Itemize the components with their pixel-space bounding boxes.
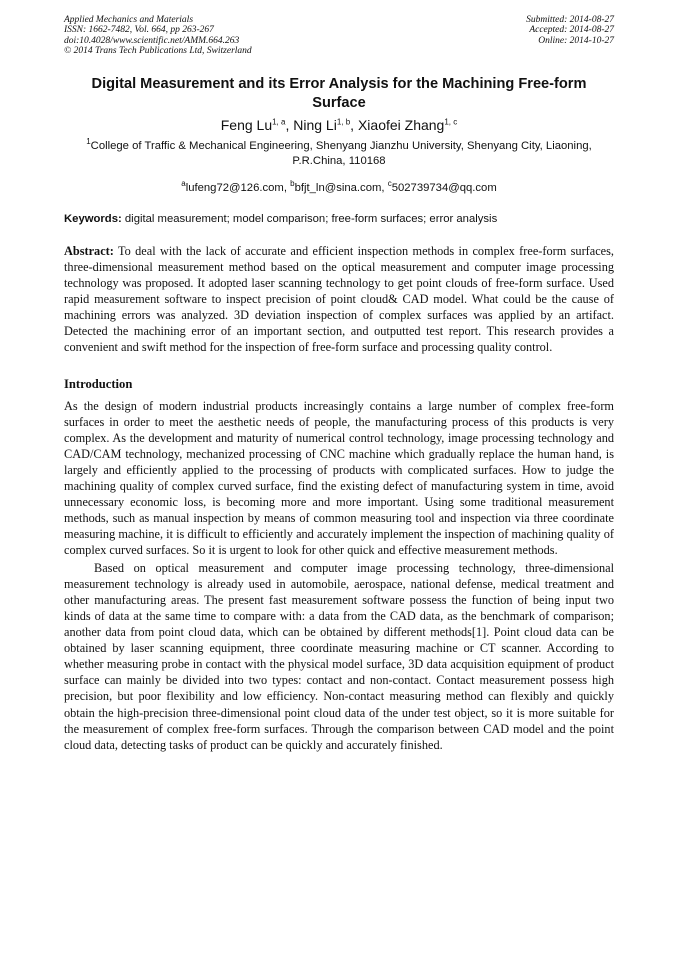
author: Xiaofei Zhang$^{1, c}$ [357, 116, 458, 133]
submitted-date: Submitted: 2014-08-27 [526, 15, 614, 25]
section-heading-introduction: Introduction [64, 376, 133, 391]
author-emails: $^a$lufeng72@126.com, $^b$bfjt_ln@sina.com, $^c$502739734@qq.com [181, 178, 497, 194]
email[interactable]: $^b$bfjt_ln@sina.com [290, 178, 382, 194]
intro-paragraph-1: As the design of modern industrial products increasingly contains a large number of complex free-form surfaces in order to meet the aesthetic needs of people, the manufacturing process of this products is very complex. As the development and maturity of numerical control technology, image processing technology and CAD/CAM technology, mechanized processing of CNC machine which gradually replace the human hand, is largely and efficiently applied to the processing of products with complicated surfaces. How to judge the machining quality of complex curved surface, find the existing defect of manufacturing system in time, avoid unnecessary economic loss, is becoming more and more important. Using some traditional measurement methods, such as manual inspection by means of common measuring tool and inspection via three coordinate measuring machine, it is difficult to efficiently and accurately implement the inspection of machining quality of complex curved surfaces. So it is urgent to look for other quick and effective measurement methods. [64, 398, 614, 558]
keywords-text: digital measurement; model comparison; free-form surfaces; error analysis [121, 212, 498, 225]
author: Feng Lu$^{1, a}$, [220, 116, 294, 133]
email[interactable]: $^a$lufeng72@126.com [181, 178, 284, 194]
abstract [64, 243, 614, 355]
intro-paragraph-2: Based on optical measurement and computer image processing technology, three-dimensional measurement technology is already used in automobile, aerospace, national defense, medical treatment and other manufacturing areas. The present fast measurement software possess the function of being input two kinds of data at the same time to compare with: a data from the CAD data, as the benchmark of comparison; another data from point cloud data, which can be obtained by different methods[1]. Point cloud data can be obtained by laser scanning equipment, three coordinate measuring machine or CT scanner. According to whether measuring probe in contact with the physical model surface, 3D data acquisition equipment of product surface can mainly be divided into two types: contact and non-contact. Contact measurement possess high precision, but poor flexibility and low efficiency. Non-contact measuring method can flexibly and quickly obtain the high-precision three-dimensional point cloud data of the under test object, so it is more suitable for the measurement of complex free-form surfaces. Through the comparison between CAD model and the point cloud data, detecting tasks of product can be quickly and accurately finished. [64, 561, 614, 752]
paper-page [64, 15, 614, 753]
keywords-label: Keywords: [64, 212, 122, 225]
author-list [64, 116, 614, 134]
journal-info [64, 15, 252, 57]
affiliation: $^1$College of Traffic & Mechanical Engineering, Shenyang Jianzhu University, Shenyang City, Liaoning, P.R.China, 110168 [86, 136, 592, 167]
journal-copyright: © 2014 Trans Tech Publications Ltd, Switzerland [64, 46, 252, 57]
author: Ning Li$^{1, b}$, [293, 116, 358, 133]
journal-issn: ISSN: 1662-7482, Vol. 664, pp 263-267 [64, 25, 214, 36]
submission-dates [526, 15, 614, 57]
online-date: Online: 2014-10-27 [538, 35, 614, 46]
paper-title: Digital Measurement and its Error Analysis for the Machining Free-form Surface [91, 75, 587, 111]
journal-doi: doi:10.4028/www.scientific.net/AMM.664.263 [64, 35, 240, 46]
keywords [64, 212, 614, 227]
email[interactable]: $^c$502739734@qq.com [387, 178, 497, 194]
journal-name: Applied Mechanics and Materials [64, 15, 194, 25]
abstract-text: To deal with the lack of accurate and efficient inspection methods in complex free-form surfaces, three-dimensional measurement method based on the optical measurement and computer image processing technology was proposed. It adopted laser scanning technology to get point clouds of free-form surface. Used rapid measurement software to inspect precision of point cloud& CAD model. What could be the cause of machining errors was analyzed. 3D deviation inspection of complex surfaces was applied by an artifact. Detected the machining error of an important section, and outputted test report. This research provides a convenient and swift method for the inspection of free-form surface and processing quality control. [64, 243, 614, 354]
journal-header [64, 15, 614, 57]
accepted-date: Accepted: 2014-08-27 [529, 25, 614, 36]
abstract-label: Abstract: [64, 243, 114, 258]
